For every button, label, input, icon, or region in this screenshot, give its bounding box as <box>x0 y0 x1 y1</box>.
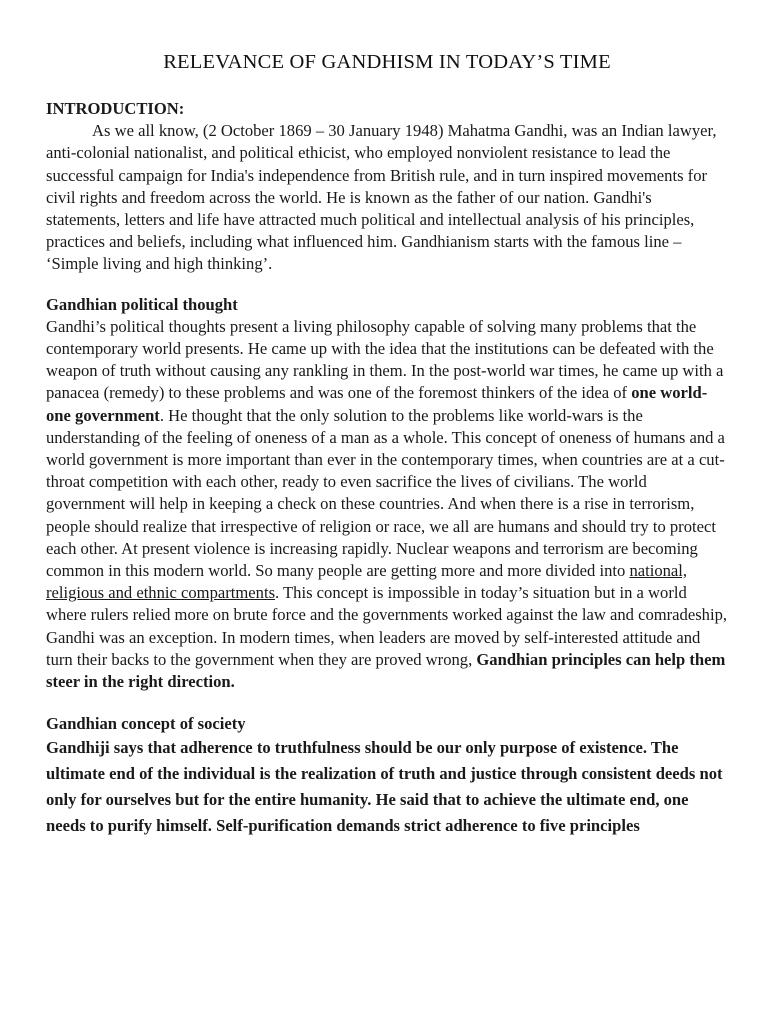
introduction-paragraph: As we all know, (2 October 1869 – 30 January 1948) Mahatma Gandhi, was an Indian lawyer, anti-colonial nationalist, and political ethicist, who employed nonviolent resistance to lead the successful campaign for India's independence from British rule, and in turn inspired movements for civil rights and freedom across the world. He is known as the father of our nation. Gandhi's statements, letters and life have attracted much political and intellectual analysis of his principles, practices and beliefs, including what influenced him. Gandhianism starts with the famous line – ‘Simple living and high thinking’. <box>46 121 717 274</box>
political-thought-heading: Gandhian political thought <box>46 294 238 314</box>
one-world-government-emphasis: one world-one government <box>46 383 708 425</box>
political-text-part-1: Gandhi’s political thoughts present a living philosophy capable of solving many problems that the contemporary world presents. He came up with the idea that the institutions can be defeated with the weapon of truth without causing any rankling in them. In the post-world war times, he came up with a panacea (remedy) to these problems and was one of the foremost thinkers of the idea of <box>46 316 724 403</box>
society-concept-section <box>46 713 728 839</box>
political-text-part-3: . This concept is impossible in today’s situation but in a world where rulers relied more on brute force and the governments worked against the law and comradeship, Gandhi was an exception. In modern times, when leaders are moved by self-interested attitude and turn their backs to the government when they are proved wrong, <box>46 583 728 669</box>
political-thought-paragraph <box>46 316 728 693</box>
society-concept-heading: Gandhian concept of society <box>46 714 246 734</box>
compartments-underlined-text: national, religious and ethnic compartments <box>46 561 688 603</box>
society-concept-paragraph: Gandhiji says that adherence to truthfulness should be our only purpose of existence. The ultimate end of the individual is the realization of truth and justice through consistent deeds not only for ourselves but for the entire humanity. He said that to achieve the ultimate end, one needs to purify himself. Self-purification demands strict adherence to five principles <box>46 738 723 836</box>
introduction-heading: INTRODUCTION: <box>46 99 185 118</box>
gandhian-principles-emphasis: Gandhian principles can help them steer in the right direction. <box>46 649 726 692</box>
page-title: RELEVANCE OF GANDHISM IN TODAY’S TIME <box>163 51 611 73</box>
introduction-section <box>46 98 728 276</box>
political-text-part-2: . He thought that the only solution to the problems like world-wars is the understanding of the feeling of oneness of a man as a whole. This concept of oneness of humans and a world government is more important than ever in the contemporary times, when countries are at a cut-throat competition with each other, ready to even sacrifice the lives of civilians. The world government will help in keeping a check on these countries. And when there is a rise in terrorism, people should realize that irrespective of religion or race, we all are humans and should try to protect each other. At present violence is increasing rapidly. Nuclear weapons and terrorism are becoming common in this modern world. So many people are getting more and more divided into <box>46 405 725 581</box>
political-thought-section <box>46 294 728 694</box>
